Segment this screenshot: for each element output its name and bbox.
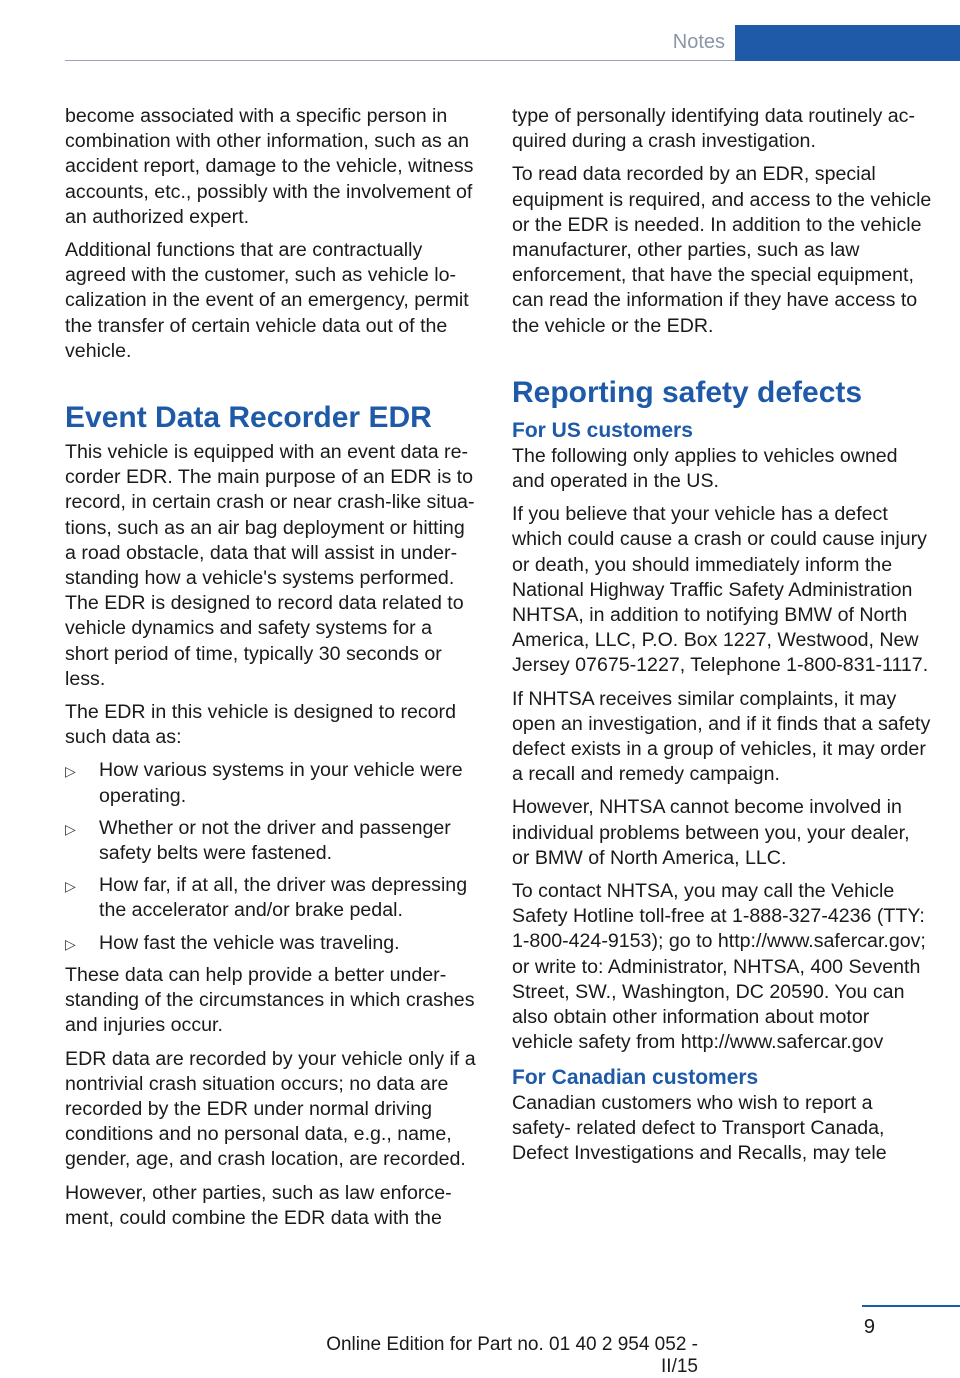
edition-note: Online Edition for Part no. 01 40 2 954 052 - II/15 <box>326 1334 698 1377</box>
page-number: 9 <box>863 1316 875 1338</box>
paragraph: The following only applies to vehicles owned and operated in the US. <box>512 444 898 493</box>
section-title: Notes <box>672 31 725 53</box>
subheading-us-customers: For US customers <box>512 418 693 442</box>
paragraph: If you believe that your vehicle has a defect which could cause a crash or could cause injury or death, you should immediately inform the National Highway Traffic Safety Administration NHTSA, in addition to notifying BMW of North America, LLC, P.O. Box 1227, Westwood, New Jersey 07675-1227, Telephone 1-800-831-1117. <box>512 503 929 677</box>
heading-reporting-defects: Reporting safety defects <box>512 375 863 409</box>
list-item-text: How far, if at all, the driver was depressing the accelerator and/or brake pedal. <box>99 874 468 922</box>
header-rule <box>65 60 735 61</box>
paragraph: The EDR in this vehicle is designed to record such data as: <box>65 701 456 749</box>
paragraph: However, other parties, such as law enforcement, could combine the EDR data with the <box>65 1181 452 1229</box>
paragraph: These data can help provide a better understanding of the circumstances in which crashes and injuries occur. <box>65 963 475 1037</box>
list-item <box>65 931 480 956</box>
paragraph: To read data recorded by an EDR, special equipment is required, and access to the vehicle or the EDR is needed. In addition to the vehicle manufacturer, other parties, such as law enforcement, that have the special equipment, can read the information if they have access to the vehicle or the EDR. <box>512 163 932 337</box>
list-item <box>65 873 480 923</box>
list-item-text: Whether or not the driver and passenger safety belts were fastened. <box>99 816 451 865</box>
paragraph: Canadian customers who wish to report a safety- related defect to Transport Canada, Defect Investigations and Recalls, may tele <box>512 1091 887 1164</box>
subheading-canadian-customers: For Canadian customers <box>512 1065 759 1089</box>
triangle-bullet-icon: ▷ <box>65 935 76 952</box>
paragraph: type of personally identifying data routinely acquired during a crash investigation. <box>512 105 915 153</box>
footer-rule <box>862 1305 960 1307</box>
list-item <box>65 758 480 808</box>
triangle-bullet-icon: ▷ <box>65 878 76 895</box>
heading-edr: Event Data Recorder EDR <box>65 401 432 435</box>
paragraph: If NHTSA receives similar complaints, it may open an investigation, and if it finds that a safety defect exists in a group of vehicles, it may order a recall and remedy campaign. <box>512 687 931 786</box>
paragraph: This vehicle is equipped with an event data recorder EDR. The main purpose of an EDR is to record, in certain crash or near crash-like situations, such as an air bag deployment or hitting a road obstacle, data that will assist in understanding how a vehicle's systems performed. The EDR is designed to record data related to vehicle dynamics and safety systems for a short period of time, typically 30 seconds or less. <box>65 441 475 690</box>
paragraph: Additional functions that are contractually agreed with the customer, such as vehicle localization in the event of an emergency, permit the transfer of certain vehicle data out of the vehicle. <box>65 239 469 362</box>
paragraph: EDR data are recorded by your vehicle only if a nontrivial crash situation occurs; no data are recorded by the EDR under normal driving conditions and no personal data, e.g., name, gender, age, and crash location, are recorded. <box>65 1047 476 1171</box>
paragraph: However, NHTSA cannot become involved in individual problems between you, your dealer, or BMW of North America, LLC. <box>512 796 910 869</box>
right-column <box>512 104 932 1174</box>
paragraph: become associated with a specific person in combination with other information, such as an accident report, damage to the vehicle, witness accounts, etc., possibly with the involvement of an authorized expert. <box>65 105 474 228</box>
list-item-text: How various systems in your vehicle were operating. <box>99 759 463 807</box>
edr-data-list <box>65 758 480 955</box>
paragraph: To contact NHTSA, you may call the Vehicle Safety Hotline toll-free at 1-888-327-4236 (TTY: 1-800-424-9153); go to http://www.safercar.gov; or write to: Administrator, NHTSA, 400 Seventh Street, SW., Washington, DC 20590. You can also obtain other information about motor vehicle safety from http://www.safercar.gov <box>512 880 926 1054</box>
list-item <box>65 816 480 866</box>
triangle-bullet-icon: ▷ <box>65 763 76 780</box>
left-column <box>65 104 480 1239</box>
triangle-bullet-icon: ▷ <box>65 820 76 837</box>
header-accent-block <box>735 25 960 61</box>
list-item-text: How fast the vehicle was traveling. <box>99 931 400 954</box>
